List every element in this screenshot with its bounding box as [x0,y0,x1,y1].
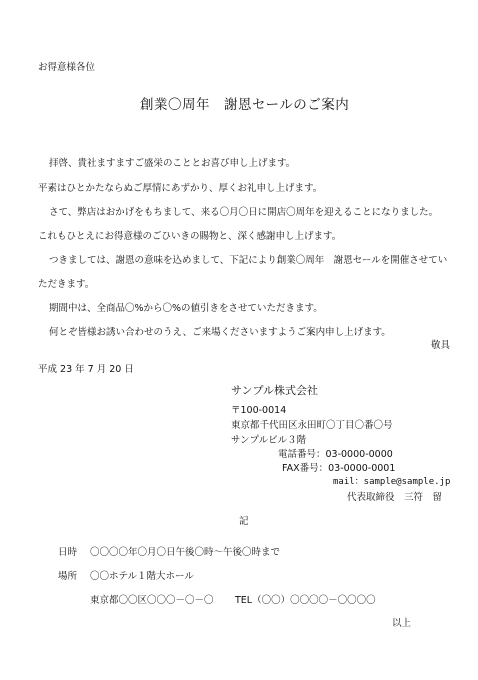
sender-mail: mail：sample@sample.jp [333,477,451,487]
sender-phone: 電話番号：03-0000-0000 [278,449,393,460]
place-label: 場所 [58,571,78,582]
body-line-2: 平素はひとかたならぬご厚情にあずかり、厚くお礼申し上げます。 [38,183,323,194]
place-address: 東京都〇〇区〇〇〇－〇－〇 [90,595,214,606]
body-line-1: 拝啓、貴社ますますご盛栄のこととお喜び申し上げます。 [49,158,296,169]
addressee: お得意様各位 [38,62,96,73]
end-ijou: 以上 [392,618,412,629]
body-line-8: 何とぞ皆様お誘い合わせのうえ、ご来場くださいますようご案内申し上げます。 [49,327,391,338]
ki-heading: 記 [239,516,249,527]
sender-address: 東京都千代田区永田町〇丁目〇番〇号 [231,420,393,431]
body-line-6: ただきます。 [38,279,95,290]
body-line-4: これもひとえにお得意様のごひいきの賜物と、深く感謝申し上げます。 [38,231,342,242]
sender-building: サンプルビル３階 [231,435,307,446]
sender-postal: 〒100-0014 [231,405,287,416]
sender-representative: 代表取締役 三符 留 [347,492,443,503]
body-line-3: さて、弊店はおかげをもちまして、来る〇月〇日に開店〇周年を迎えることになりました。 [49,207,439,218]
datetime-value: 〇〇〇〇年〇月〇日午後〇時～午後〇時まで [90,547,281,558]
place-tel: TEL（〇〇）〇〇〇〇－〇〇〇〇 [235,595,376,606]
letter-date: 平成 23 年 7 月 20 日 [38,364,134,375]
place-value: 〇〇ホテル１階大ホール [90,571,194,582]
document-title: 創業〇周年 謝恩セールのご案内 [140,97,350,113]
datetime-label: 日時 [58,547,78,558]
sender-fax: FAX番号：03-0000-0001 [282,463,396,474]
body-line-5: つきましては、謝恩の意味を込めまして、下記により創業〇周年 謝恩セールを開催させてい [49,255,448,266]
body-line-7: 期間中は、全商品〇%から〇%の値引きをさせていただきます。 [49,303,323,314]
sender-company: サンプル株式会社 [231,384,319,397]
closing-keigu: 敬具 [431,340,451,351]
